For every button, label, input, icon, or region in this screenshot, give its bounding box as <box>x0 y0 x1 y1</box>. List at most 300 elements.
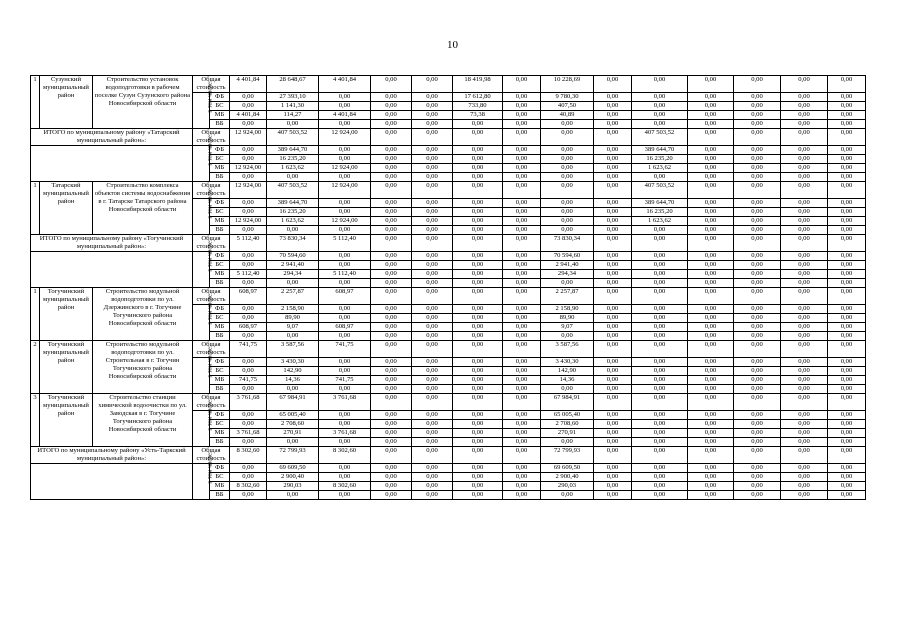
amount-cell: 12 924,00 <box>230 182 267 199</box>
amount-cell: 5 112,40 <box>319 235 371 252</box>
amount-cell: 0,00 <box>594 146 632 155</box>
amount-cell: 0,00 <box>734 102 781 111</box>
amount-cell: 0,00 <box>371 182 412 199</box>
table-row <box>31 182 866 199</box>
amount-cell: 0,00 <box>781 411 828 420</box>
amount-cell: 0,00 <box>781 226 828 235</box>
amount-cell: 0,00 <box>688 473 734 482</box>
amount-cell: 0,00 <box>781 208 828 217</box>
amount-cell: 0,00 <box>541 182 594 199</box>
object-name: Строительство комплекса объектов системы водоснабжения в г. Татарске Татарского района Новосибирской области <box>93 182 193 235</box>
amount-cell: 0,00 <box>503 76 541 93</box>
amount-cell: 0,00 <box>230 261 267 270</box>
amount-cell: 0,00 <box>734 341 781 358</box>
amount-cell: 0,00 <box>781 199 828 208</box>
amount-cell: 407 503,52 <box>267 182 319 199</box>
amount-cell: 0,00 <box>781 473 828 482</box>
in-total-text: в том числе: <box>206 398 214 431</box>
amount-cell: 0,00 <box>734 491 781 500</box>
amount-cell: 407,50 <box>541 102 594 111</box>
amount-cell: 2 900,40 <box>267 473 319 482</box>
amount-cell: 0,00 <box>319 226 371 235</box>
cost-type-label: Общая стоимость <box>193 394 230 411</box>
amount-cell: 0,00 <box>541 129 594 146</box>
amount-cell: 0,00 <box>632 305 688 314</box>
amount-cell: 0,00 <box>267 491 319 500</box>
amount-cell: 294,34 <box>267 270 319 279</box>
source-code: БС <box>210 367 230 376</box>
row-number: 1 <box>31 76 40 129</box>
amount-cell: 0,00 <box>412 129 453 146</box>
amount-cell: 1 623,62 <box>632 164 688 173</box>
source-code: ВБ <box>210 385 230 394</box>
amount-cell: 0,00 <box>412 332 453 341</box>
amount-cell: 0,00 <box>734 429 781 438</box>
amount-cell: 0,00 <box>503 447 541 464</box>
amount-cell: 0,00 <box>319 93 371 102</box>
amount-cell: 0,00 <box>319 146 371 155</box>
amount-cell: 0,00 <box>412 394 453 411</box>
amount-cell: 0,00 <box>828 314 866 323</box>
table-body <box>31 76 866 500</box>
amount-cell: 0,00 <box>503 491 541 500</box>
amount-cell: 0,00 <box>371 199 412 208</box>
amount-cell: 72 799,93 <box>267 447 319 464</box>
amount-cell: 0,00 <box>781 129 828 146</box>
amount-cell: 0,00 <box>828 129 866 146</box>
amount-cell: 0,00 <box>412 173 453 182</box>
amount-cell: 0,00 <box>503 270 541 279</box>
amount-cell: 0,00 <box>503 279 541 288</box>
amount-cell: 0,00 <box>688 155 734 164</box>
amount-cell: 0,00 <box>781 155 828 164</box>
amount-cell: 0,00 <box>688 288 734 305</box>
amount-cell: 0,00 <box>688 323 734 332</box>
amount-cell: 10 228,69 <box>541 76 594 93</box>
amount-cell: 0,00 <box>412 314 453 323</box>
amount-cell: 0,00 <box>371 464 412 473</box>
amount-cell: 0,00 <box>503 261 541 270</box>
amount-cell: 0,00 <box>781 385 828 394</box>
amount-cell: 0,00 <box>319 173 371 182</box>
amount-cell: 12 924,00 <box>319 164 371 173</box>
amount-cell: 0,00 <box>371 491 412 500</box>
amount-cell: 0,00 <box>828 111 866 120</box>
amount-cell: 0,00 <box>594 482 632 491</box>
amount-cell: 73 830,34 <box>541 235 594 252</box>
source-code: МБ <box>210 323 230 332</box>
amount-cell: 0,00 <box>230 93 267 102</box>
amount-cell: 0,00 <box>230 420 267 429</box>
amount-cell: 0,00 <box>503 111 541 120</box>
amount-cell: 0,00 <box>688 146 734 155</box>
amount-cell: 0,00 <box>594 76 632 93</box>
amount-cell: 0,00 <box>632 261 688 270</box>
amount-cell: 0,00 <box>412 111 453 120</box>
amount-cell: 0,00 <box>828 385 866 394</box>
amount-cell: 2 158,90 <box>267 305 319 314</box>
amount-cell: 0,00 <box>230 473 267 482</box>
amount-cell: 0,00 <box>688 111 734 120</box>
amount-cell: 389 644,70 <box>632 199 688 208</box>
amount-cell: 0,00 <box>412 420 453 429</box>
amount-cell: 0,00 <box>503 385 541 394</box>
amount-cell: 0,00 <box>688 129 734 146</box>
amount-cell: 0,00 <box>453 420 503 429</box>
amount-cell: 0,00 <box>781 111 828 120</box>
amount-cell: 0,00 <box>828 208 866 217</box>
amount-cell: 1 623,62 <box>267 164 319 173</box>
amount-cell: 0,00 <box>371 394 412 411</box>
amount-cell: 0,00 <box>632 411 688 420</box>
amount-cell: 0,00 <box>453 473 503 482</box>
amount-cell: 0,00 <box>828 173 866 182</box>
amount-cell: 0,00 <box>541 173 594 182</box>
in-total-label <box>193 80 214 129</box>
in-total-text: в том числе: <box>206 345 214 378</box>
amount-cell: 0,00 <box>319 279 371 288</box>
amount-cell: 3 761,68 <box>230 429 267 438</box>
amount-cell: 0,00 <box>828 76 866 93</box>
amount-cell: 0,00 <box>371 323 412 332</box>
amount-cell: 0,00 <box>412 411 453 420</box>
amount-cell: 114,27 <box>267 111 319 120</box>
amount-cell: 0,00 <box>781 341 828 358</box>
amount-cell: 0,00 <box>734 226 781 235</box>
amount-cell: 27 393,10 <box>267 93 319 102</box>
source-code: ВБ <box>210 491 230 500</box>
source-code: ФБ <box>210 411 230 420</box>
amount-cell: 0,00 <box>781 235 828 252</box>
amount-cell: 0,00 <box>453 385 503 394</box>
object-name: Строительство установок водоподготовки в рабочем поселке Сузун Сузунского района Новосибирской области <box>93 76 193 129</box>
amount-cell: 0,00 <box>371 376 412 385</box>
cost-type-label: Общая стоимость <box>193 447 230 464</box>
amount-cell: 0,00 <box>828 155 866 164</box>
amount-cell: 0,00 <box>594 93 632 102</box>
amount-cell: 0,00 <box>632 252 688 261</box>
amount-cell: 0,00 <box>453 464 503 473</box>
amount-cell: 0,00 <box>503 120 541 129</box>
amount-cell: 0,00 <box>503 367 541 376</box>
amount-cell: 40,89 <box>541 111 594 120</box>
amount-cell: 0,00 <box>828 182 866 199</box>
amount-cell: 0,00 <box>412 447 453 464</box>
amount-cell: 69 609,50 <box>267 464 319 473</box>
cost-type-label: Общая стоимость <box>193 235 230 252</box>
amount-cell: 0,00 <box>319 332 371 341</box>
amount-cell: 0,00 <box>734 120 781 129</box>
row-number: 1 <box>31 182 40 235</box>
amount-cell: 0,00 <box>828 146 866 155</box>
amount-cell: 0,00 <box>412 279 453 288</box>
amount-cell: 0,00 <box>371 155 412 164</box>
amount-cell: 0,00 <box>453 208 503 217</box>
in-total-text: в том числе: <box>206 133 214 166</box>
amount-cell: 0,00 <box>412 288 453 305</box>
amount-cell: 0,00 <box>371 270 412 279</box>
amount-cell: 0,00 <box>319 261 371 270</box>
amount-cell: 0,00 <box>632 173 688 182</box>
source-code: БС <box>210 208 230 217</box>
amount-cell: 0,00 <box>371 146 412 155</box>
amount-cell: 0,00 <box>688 252 734 261</box>
amount-cell: 17 612,80 <box>453 93 503 102</box>
amount-cell: 0,00 <box>632 323 688 332</box>
amount-cell: 0,00 <box>632 385 688 394</box>
amount-cell: 0,00 <box>453 261 503 270</box>
amount-cell: 407 503,52 <box>267 129 319 146</box>
amount-cell: 2 158,90 <box>541 305 594 314</box>
amount-cell: 0,00 <box>632 429 688 438</box>
amount-cell: 0,00 <box>594 173 632 182</box>
amount-cell: 0,00 <box>594 411 632 420</box>
amount-cell: 0,00 <box>453 226 503 235</box>
table-row <box>31 394 866 411</box>
amount-cell: 0,00 <box>688 120 734 129</box>
amount-cell: 0,00 <box>734 420 781 429</box>
source-code: БС <box>210 314 230 323</box>
amount-cell: 0,00 <box>453 332 503 341</box>
amount-cell: 0,00 <box>230 314 267 323</box>
amount-cell: 0,00 <box>828 358 866 367</box>
amount-cell: 0,00 <box>371 129 412 146</box>
amount-cell: 0,00 <box>412 429 453 438</box>
amount-cell: 2 257,87 <box>541 288 594 305</box>
amount-cell: 0,00 <box>734 270 781 279</box>
amount-cell: 0,00 <box>781 394 828 411</box>
amount-cell: 8 302,60 <box>230 447 267 464</box>
amount-cell: 89,90 <box>541 314 594 323</box>
row-number: 3 <box>31 394 40 447</box>
amount-cell: 4 401,84 <box>230 111 267 120</box>
amount-cell: 0,00 <box>412 261 453 270</box>
table-row <box>31 146 866 155</box>
amount-cell: 0,00 <box>371 482 412 491</box>
table-row <box>31 129 866 146</box>
in-total-text: в том числе: <box>206 239 214 272</box>
amount-cell: 0,00 <box>503 438 541 447</box>
amount-cell: 0,00 <box>688 226 734 235</box>
amount-cell: 2 941,40 <box>267 261 319 270</box>
table-row <box>31 252 866 261</box>
in-total-text: в том числе: <box>206 292 214 325</box>
amount-cell: 0,00 <box>371 367 412 376</box>
amount-cell: 270,91 <box>541 429 594 438</box>
district-name: Сузунский муниципальный район <box>40 76 93 129</box>
amount-cell: 0,00 <box>594 491 632 500</box>
amount-cell: 0,00 <box>503 155 541 164</box>
amount-cell: 0,00 <box>688 394 734 411</box>
in-total-text: в том числе: <box>206 80 214 113</box>
amount-cell: 0,00 <box>781 420 828 429</box>
amount-cell: 0,00 <box>371 447 412 464</box>
source-code: МБ <box>210 164 230 173</box>
amount-cell: 0,00 <box>632 235 688 252</box>
amount-cell: 0,00 <box>594 279 632 288</box>
amount-cell: 0,00 <box>371 473 412 482</box>
amount-cell: 0,00 <box>828 341 866 358</box>
amount-cell: 0,00 <box>781 367 828 376</box>
amount-cell: 733,80 <box>453 102 503 111</box>
amount-cell: 0,00 <box>319 199 371 208</box>
source-code: БС <box>210 420 230 429</box>
amount-cell: 0,00 <box>594 447 632 464</box>
object-name: Строительство модульной водоподготовки по ул. Строительная в г. Тогучин Тогучинского района Новосибирской области <box>93 341 193 394</box>
amount-cell: 0,00 <box>541 385 594 394</box>
amount-cell: 0,00 <box>453 358 503 367</box>
amount-cell: 0,00 <box>781 482 828 491</box>
amount-cell: 0,00 <box>781 279 828 288</box>
table-row <box>31 288 866 305</box>
amount-cell: 0,00 <box>828 438 866 447</box>
amount-cell: 0,00 <box>688 173 734 182</box>
amount-cell: 0,00 <box>781 323 828 332</box>
amount-cell: 0,00 <box>734 323 781 332</box>
amount-cell: 0,00 <box>371 288 412 305</box>
cost-type-label: Общая стоимость <box>193 129 230 146</box>
amount-cell: 0,00 <box>371 358 412 367</box>
amount-cell: 0,00 <box>319 491 371 500</box>
amount-cell: 0,00 <box>632 314 688 323</box>
amount-cell: 8 302,60 <box>230 482 267 491</box>
amount-cell: 389 644,70 <box>632 146 688 155</box>
amount-cell: 0,00 <box>781 305 828 314</box>
amount-cell: 3 587,56 <box>267 341 319 358</box>
amount-cell: 0,00 <box>632 438 688 447</box>
amount-cell: 0,00 <box>412 102 453 111</box>
amount-cell: 0,00 <box>688 76 734 93</box>
amount-cell: 0,00 <box>734 411 781 420</box>
amount-cell: 0,00 <box>412 438 453 447</box>
amount-cell: 4 401,84 <box>319 76 371 93</box>
amount-cell: 0,00 <box>828 164 866 173</box>
amount-cell: 0,00 <box>632 491 688 500</box>
source-code: ФБ <box>210 146 230 155</box>
amount-cell: 2 941,40 <box>541 261 594 270</box>
amount-cell: 0,00 <box>412 208 453 217</box>
cost-type-label: Общая стоимость <box>193 76 230 93</box>
amount-cell: 0,00 <box>632 270 688 279</box>
amount-cell: 0,00 <box>267 438 319 447</box>
amount-cell: 0,00 <box>371 252 412 261</box>
amount-cell: 0,00 <box>412 164 453 173</box>
amount-cell: 0,00 <box>503 394 541 411</box>
amount-cell: 69 609,50 <box>541 464 594 473</box>
cost-type-label: Общая стоимость <box>193 341 230 358</box>
amount-cell: 0,00 <box>230 226 267 235</box>
amount-cell: 0,00 <box>453 367 503 376</box>
amount-cell: 0,00 <box>412 199 453 208</box>
amount-cell: 0,00 <box>453 438 503 447</box>
row-number: 2 <box>31 341 40 394</box>
amount-cell: 0,00 <box>371 76 412 93</box>
amount-cell: 0,00 <box>632 120 688 129</box>
amount-cell: 0,00 <box>541 226 594 235</box>
amount-cell: 18 419,98 <box>453 76 503 93</box>
amount-cell: 0,00 <box>230 208 267 217</box>
amount-cell: 3 761,68 <box>319 394 371 411</box>
amount-cell: 0,00 <box>632 473 688 482</box>
amount-cell: 0,00 <box>828 420 866 429</box>
amount-cell: 0,00 <box>453 182 503 199</box>
amount-cell: 0,00 <box>594 217 632 226</box>
amount-cell: 0,00 <box>781 288 828 305</box>
amount-cell: 0,00 <box>828 93 866 102</box>
amount-cell: 0,00 <box>632 358 688 367</box>
amount-cell: 0,00 <box>230 464 267 473</box>
amount-cell: 0,00 <box>412 270 453 279</box>
table-row <box>31 447 866 464</box>
amount-cell: 0,00 <box>371 314 412 323</box>
amount-cell: 73 830,34 <box>267 235 319 252</box>
amount-cell: 0,00 <box>734 394 781 411</box>
amount-cell: 12 924,00 <box>230 164 267 173</box>
amount-cell: 0,00 <box>371 332 412 341</box>
amount-cell: 0,00 <box>453 288 503 305</box>
amount-cell: 0,00 <box>230 252 267 261</box>
amount-cell: 0,00 <box>412 473 453 482</box>
amount-cell: 16 235,20 <box>267 208 319 217</box>
amount-cell: 0,00 <box>734 332 781 341</box>
district-name: Тогучинский муниципальный район <box>40 394 93 447</box>
amount-cell: 3 761,68 <box>319 429 371 438</box>
amount-cell: 5 112,40 <box>230 270 267 279</box>
amount-cell: 294,34 <box>541 270 594 279</box>
amount-cell: 0,00 <box>412 252 453 261</box>
amount-cell: 290,03 <box>267 482 319 491</box>
amount-cell: 290,03 <box>541 482 594 491</box>
amount-cell: 0,00 <box>688 261 734 270</box>
source-code: ФБ <box>210 464 230 473</box>
amount-cell: 0,00 <box>828 102 866 111</box>
amount-cell: 0,00 <box>632 226 688 235</box>
amount-cell: 0,00 <box>503 146 541 155</box>
amount-cell: 0,00 <box>319 411 371 420</box>
amount-cell: 8 302,60 <box>319 482 371 491</box>
amount-cell: 0,00 <box>541 164 594 173</box>
amount-cell: 0,00 <box>230 279 267 288</box>
amount-cell: 0,00 <box>319 385 371 394</box>
amount-cell: 0,00 <box>453 173 503 182</box>
district-name: Тогучинский муниципальный район <box>40 288 93 341</box>
amount-cell: 0,00 <box>781 429 828 438</box>
amount-cell: 0,00 <box>688 482 734 491</box>
amount-cell: 0,00 <box>734 252 781 261</box>
amount-cell: 0,00 <box>503 217 541 226</box>
amount-cell: 389 644,70 <box>267 199 319 208</box>
amount-cell: 0,00 <box>688 279 734 288</box>
amount-cell: 0,00 <box>734 385 781 394</box>
amount-cell: 0,00 <box>412 182 453 199</box>
amount-cell: 0,00 <box>541 491 594 500</box>
source-code: ВБ <box>210 279 230 288</box>
amount-cell: 0,00 <box>688 102 734 111</box>
amount-cell: 0,00 <box>371 102 412 111</box>
amount-cell: 4 401,84 <box>319 111 371 120</box>
amount-cell: 0,00 <box>319 305 371 314</box>
amount-cell: 0,00 <box>594 235 632 252</box>
amount-cell: 0,00 <box>688 438 734 447</box>
amount-cell: 0,00 <box>632 420 688 429</box>
in-total-label <box>193 345 214 394</box>
amount-cell: 0,00 <box>734 279 781 288</box>
amount-cell: 0,00 <box>453 120 503 129</box>
amount-cell: 0,00 <box>412 226 453 235</box>
amount-cell: 0,00 <box>371 164 412 173</box>
amount-cell: 0,00 <box>632 279 688 288</box>
amount-cell: 0,00 <box>541 155 594 164</box>
